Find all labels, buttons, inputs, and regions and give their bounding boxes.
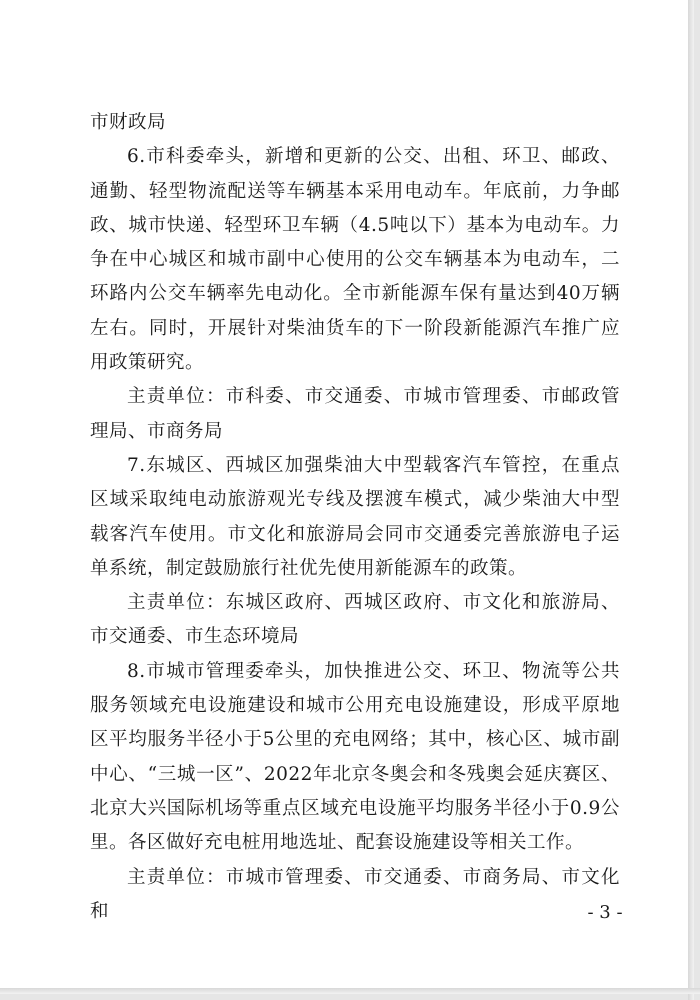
page-edge-shadow-right: [688, 0, 694, 1000]
paragraph-continuation: 市财政局: [90, 112, 167, 133]
document-body: [90, 106, 620, 929]
paragraph-responsible-units-6: 主责单位：市科委、市交通委、市城市管理委、市邮政管理局、市商务局: [90, 386, 620, 442]
paragraph-item-6: 6.市科委牵头，新增和更新的公交、出租、环卫、邮政、通勤、轻型物流配送等车辆基本采用电动车。年底前，力争邮政、城市快递、轻型环卫车辆（4.5吨以下）基本为电动车。力争在中心城区和城市副中心使用的公交车辆基本为电动车，二环路内公交车辆率先电动化。全市新能源车保有量达到40万辆左右。同时，开展针对柴油货车的下一阶段新能源汽车推广应用政策研究。: [90, 146, 620, 374]
paragraph-item-7: 7.东城区、西城区加强柴油大中型载客汽车管控，在重点区域采取纯电动旅游观光专线及摆渡车模式，减少柴油大中型载客汽车使用。市文化和旅游局会同市交通委完善旅游电子运单系统，制定鼓励旅行社优先使用新能源车的政策。: [90, 454, 620, 579]
paragraph-item-8: 8.市城市管理委牵头，加快推进公交、环卫、物流等公共服务领域充电设施建设和城市公用充电设施建设，形成平原地区平均服务半径小于5公里的充电网络；其中，核心区、城市副中心、“三城一区”、2022年北京冬奥会和冬残奥会延庆赛区、北京大兴国际机场等重点区域充电设施平均服务半径小于0.9公里。各区做好充电桩用地选址、配套设施建设等相关工作。: [90, 660, 620, 854]
paragraph-responsible-units-8: 主责单位：市城市管理委、市交通委、市商务局、市文化和: [90, 866, 620, 922]
page-edge-shadow-bottom: [0, 988, 700, 994]
page-number: - 3 -: [587, 902, 623, 923]
paragraph-responsible-units-7: 主责单位：东城区政府、西城区政府、市文化和旅游局、市交通委、市生态环境局: [90, 592, 620, 648]
